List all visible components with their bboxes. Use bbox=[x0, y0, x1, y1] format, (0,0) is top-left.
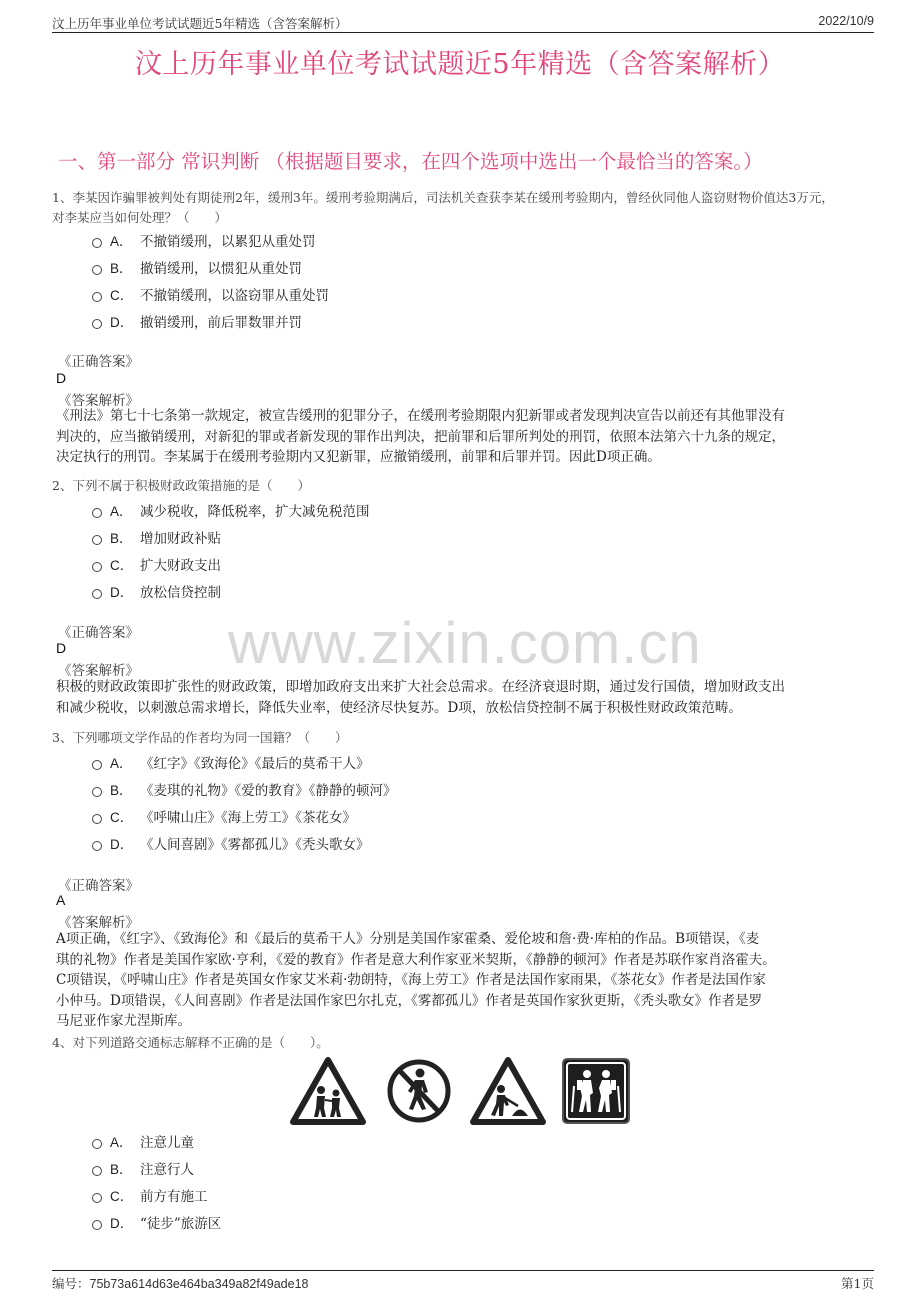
radio-icon[interactable] bbox=[92, 319, 102, 329]
hiking-area-sign-icon bbox=[560, 1056, 632, 1126]
question-1-answer: D bbox=[56, 370, 67, 386]
question-2-option-a[interactable]: A． 减少税收，降低税率，扩大减免税范围 bbox=[92, 500, 370, 520]
question-1-option-d[interactable]: D． 撤销缓刑，前后罪数罪并罚 bbox=[92, 311, 302, 331]
question-3-option-c[interactable]: C． 《呼啸山庄》《海上劳工》《茶花女》 bbox=[92, 806, 356, 826]
question-3-analysis: A项正确，《红字》、《致海伦》和《最后的莫希干人》分别是美国作家霍桑、爱伦坡和詹·费·库柏的作品。B项错误，《麦 琪的礼物》作者是美国作家欧·亨利，《爱的教育》作者是意大利作家亚米契斯，《静静的顿河》作者是苏联作家肖洛霍夫。 C项错误，《呼啸山庄》作者是英国女作家艾米莉·勃朗特，《海上劳工》作者是法国作家雨果，《茶花女》作者是法国作家 小仲马。D项错误，《人间喜剧》作者是法国作家巴尔扎克，《雾都孤儿》作者是英国作家狄更斯，《秃头歌女》作者是罗 马尼亚作家尤涅斯库。 bbox=[56, 931, 776, 1029]
radio-icon[interactable] bbox=[92, 292, 102, 302]
answer-label: 《正确答案》 bbox=[58, 625, 139, 641]
page-number: 第1页 bbox=[841, 1276, 874, 1291]
question-2-option-b[interactable]: B． 增加财政补贴 bbox=[92, 527, 221, 547]
analysis-label: 《答案解析》 bbox=[58, 915, 139, 931]
question-1-option-a[interactable]: A． 不撤销缓刑，以累犯从重处罚 bbox=[92, 230, 316, 250]
radio-icon[interactable] bbox=[92, 535, 102, 545]
question-4-text: 4、对下列道路交通标志解释不正确的是（ ）。 bbox=[52, 1035, 329, 1050]
radio-icon[interactable] bbox=[92, 1220, 102, 1230]
watermark: www.zixin.com.cn bbox=[228, 611, 702, 676]
analysis-label: 《答案解析》 bbox=[58, 663, 139, 679]
radio-icon[interactable] bbox=[92, 1193, 102, 1203]
radio-icon[interactable] bbox=[92, 589, 102, 599]
radio-icon[interactable] bbox=[92, 238, 102, 248]
question-1-option-c[interactable]: C． 不撤销缓刑，以盗窃罪从重处罚 bbox=[92, 284, 329, 304]
question-3-option-b[interactable]: B． 《麦琪的礼物》《爱的教育》《静静的顿河》 bbox=[92, 779, 397, 799]
question-2-option-d[interactable]: D． 放松信贷控制 bbox=[92, 581, 221, 601]
no-pedestrians-sign-icon bbox=[386, 1056, 452, 1126]
radio-icon[interactable] bbox=[92, 508, 102, 518]
radio-icon[interactable] bbox=[92, 562, 102, 572]
question-3-option-d[interactable]: D． 《人间喜剧》《雾都孤儿》《秃头歌女》 bbox=[92, 833, 370, 853]
radio-icon[interactable] bbox=[92, 265, 102, 275]
question-1-text: 1、李某因诈骗罪被判处有期徒刑2年，缓刑3年。缓刑考验期满后，司法机关查获李某在缓刑考验期内，曾经伙同他人盗窃财物价值达3万元， 对李某应当如何处理？（ ） bbox=[52, 190, 834, 225]
document-id: 编号：75b73a614d63e464ba349a82f49ade18 bbox=[52, 1277, 309, 1291]
radio-icon[interactable] bbox=[92, 787, 102, 797]
answer-label: 《正确答案》 bbox=[58, 878, 139, 894]
header-date: 2022/10/9 bbox=[818, 14, 874, 28]
answer-label: 《正确答案》 bbox=[58, 354, 139, 370]
question-3-text: 3、下列哪项文学作品的作者均为同一国籍？（ ） bbox=[52, 730, 348, 745]
question-1-option-b[interactable]: B． 撤销缓刑，以惯犯从重处罚 bbox=[92, 257, 302, 277]
question-2-answer: D bbox=[56, 640, 67, 656]
children-crossing-sign-icon bbox=[290, 1056, 366, 1126]
question-2-option-c[interactable]: C． 扩大财政支出 bbox=[92, 554, 221, 574]
document-title: 汶上历年事业单位考试试题近5年精选（含答案解析） bbox=[134, 49, 786, 80]
question-2-analysis: 积极的财政政策即扩张性的财政政策，即增加政府支出来扩大社会总需求。在经济衰退时期，通过发行国债，增加财政支出 和减少税收，以刺激总需求增长，降低失业率，使经济尽快复苏。D项，放松信贷控制不属于积极性财政政策范畴。 bbox=[56, 679, 785, 716]
radio-icon[interactable] bbox=[92, 814, 102, 824]
header-title: 汶上历年事业单位考试试题近5年精选（含答案解析） bbox=[52, 16, 348, 31]
radio-icon[interactable] bbox=[92, 1139, 102, 1149]
question-4-option-c[interactable]: C． 前方有施工 bbox=[92, 1185, 208, 1205]
road-works-sign-icon bbox=[470, 1056, 546, 1126]
page-footer bbox=[52, 1270, 874, 1291]
question-2-text: 2、下列不属于积极财政政策措施的是（ ） bbox=[52, 478, 310, 493]
traffic-signs bbox=[290, 1056, 635, 1128]
page-header bbox=[52, 12, 874, 33]
question-4-option-b[interactable]: B． 注意行人 bbox=[92, 1158, 194, 1178]
question-4-option-a[interactable]: A． 注意儿童 bbox=[92, 1131, 194, 1151]
section-heading: 一、第一部分 常识判断 （根据题目要求，在四个选项中选出一个最恰当的答案。） bbox=[58, 150, 763, 173]
analysis-label: 《答案解析》 bbox=[58, 393, 139, 409]
radio-icon[interactable] bbox=[92, 760, 102, 770]
question-4-option-d[interactable]: D． “徒步”旅游区 bbox=[92, 1212, 221, 1232]
question-1-analysis: 《刑法》第七十七条第一款规定，被宣告缓刑的犯罪分子，在缓刑考验期限内犯新罪或者发现判决宣告以前还有其他罪没有 判决的，应当撤销缓刑，对新犯的罪或者新发现的罪作出判决，把前罪和后罪所判处的刑罚，依照本法第六十九条的规定， 决定执行的刑罚。李某属于在缓刑考验期内又犯新罪，应撤销缓刑，前罪和后罪并罚。因此D项正确。 bbox=[56, 408, 785, 465]
radio-icon[interactable] bbox=[92, 1166, 102, 1176]
question-3-option-a[interactable]: A． 《红字》《致海伦》《最后的莫希干人》 bbox=[92, 752, 370, 772]
question-3-answer: A bbox=[56, 892, 66, 908]
radio-icon[interactable] bbox=[92, 841, 102, 851]
